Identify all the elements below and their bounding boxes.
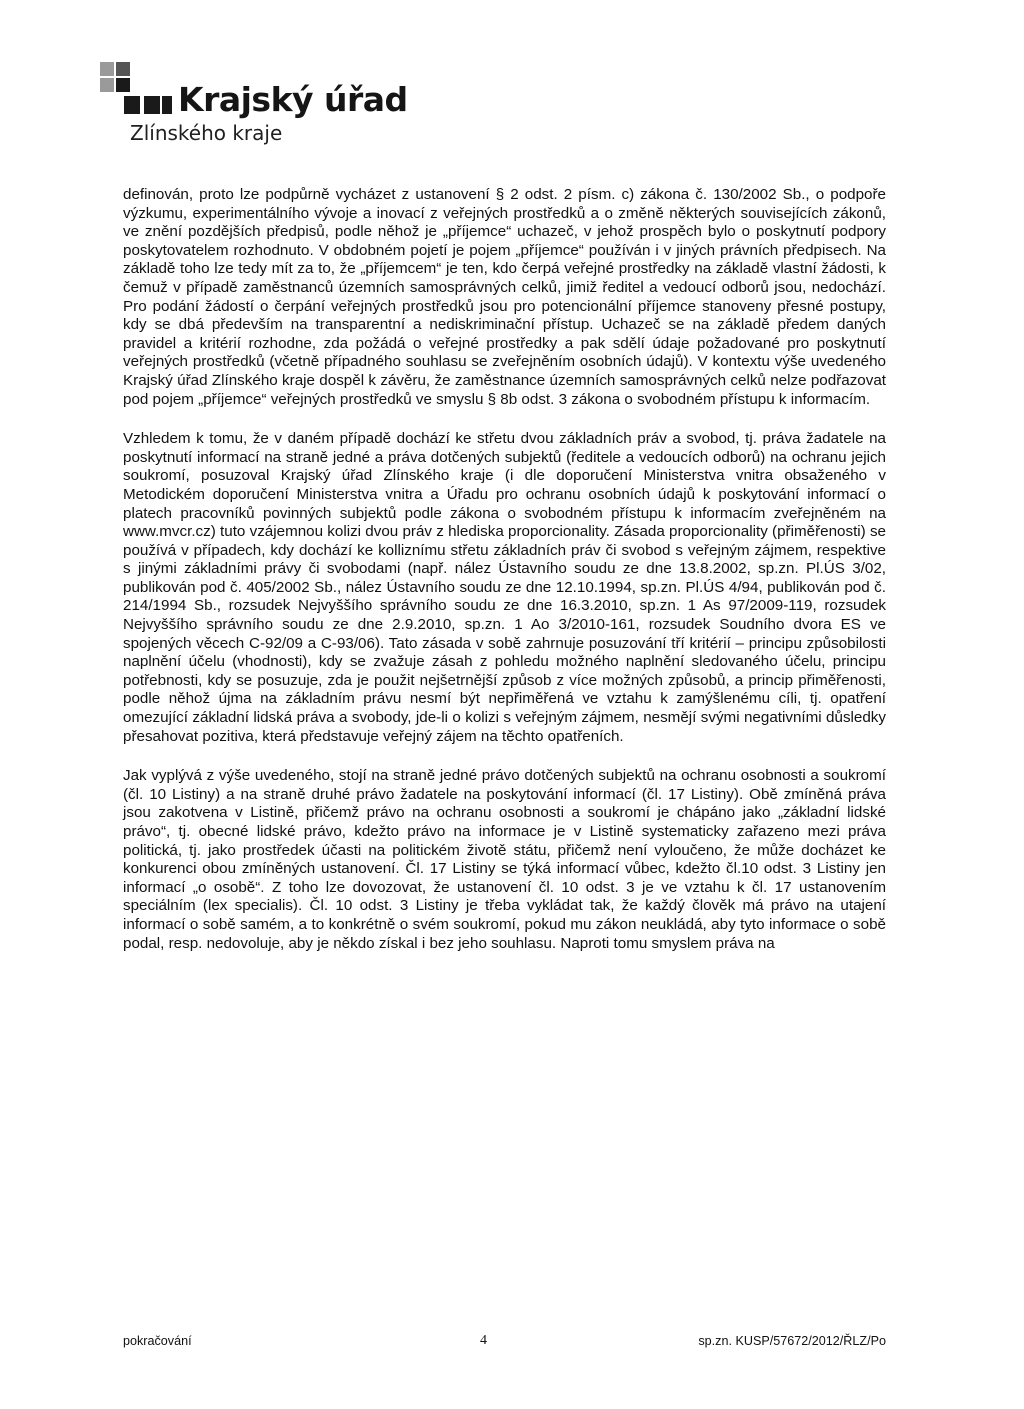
- office-subtitle: Zlínského kraje: [130, 121, 283, 145]
- office-logo: [92, 58, 408, 148]
- page-footer: [123, 1332, 886, 1352]
- logo-squares-icon: [92, 58, 172, 116]
- file-reference: sp.zn. KUSP/57672/2012/ŘLZ/Po: [698, 1334, 886, 1348]
- paragraph: definován, proto lze podpůrně vycházet z ustanovení § 2 odst. 2 písm. c) zákona č. 130/2002 Sb., o podpoře výzkumu, experimentálního vývoje a inovací z veřejných prostředků a o změně některých souvisejících zákonů, ve znění pozdějších předpisů, podle něhož je „příjemce“ uchazeč, v jehož prospěch bylo o poskytnutí podpory poskytovatelem rozhodnuto. V obdobném pojetí je pojem „příjemce“ používán i v jiných právních předpisech. Na základě toho lze tedy mít za to, že „příjemcem“ je ten, kdo čerpá veřejné prostředky na základě vlastní žádosti, k čemuž v případě zaměstnanců územních samosprávných celků, jimiž ředitel a vedoucí odborů jsou, nedochází. Pro podání žádostí o čerpání veřejných prostředků jsou pro potencionální příjemce stanoveny přesné postupy, kdy se dbá především na transparentní a nediskriminační přístup. Uchazeč se na základě předem daných pravidel a kritérií rozhodne, zda požádá o veřejné prostředky a pak sdělí údaje požadované pro poskytnutí veřejných prostředků (včetně případného souhlasu se zveřejněním osobních údajů). V kontextu výše uvedeného Krajský úřad Zlínského kraje dospěl k závěru, že zaměstnance územních samosprávných celků nelze podřazovat pod pojem „příjemce“ veřejných prostředků ve smyslu § 8b odst. 3 zákona o svobodném přístupu k informacím.: [123, 186, 886, 408]
- continuation-label: pokračování: [123, 1334, 192, 1348]
- paragraph: Jak vyplývá z výše uvedeného, stojí na straně jedné právo dotčených subjektů na ochranu osobnosti a soukromí (čl. 10 Listiny) a na straně druhé právo žadatele na poskytování informací (čl. 17 Listiny). Obě zmíněná práva jsou zakotvena v Listině, přičemž právo na ochranu osobnosti a soukromí je chápáno jako „základní lidské právo“, tj. obecné lidské právo, kdežto právo na informace je v Listině systematicky zařazeno mezi práva politická, tj. jako prostředek účasti na politickém životě státu, přičemž není vyloučeno, že může docházet ke konkurenci obou zmíněných ustanovení. Čl. 17 Listiny se týká informací vůbec, kdežto čl.10 odst. 3 Listiny jen informací „o osobě“. Z toho lze dovozovat, že ustanovení čl. 10 odst. 3 je ve vztahu k čl. 17 ustanovením speciálním (lex specialis). Čl. 10 odst. 3 Listiny je třeba vykládat tak, že každý člověk má právo na utajení informací o sobě samém, a to konkrétně o svém soukromí, pokud mu zákon neukládá, aby tyto informace o sobě podal, resp. nedovoluje, aby je někdo získal i bez jeho souhlasu. Naproti tomu smyslem práva na: [123, 767, 886, 952]
- document-body: [123, 186, 886, 974]
- page-number: 4: [480, 1333, 487, 1348]
- paragraph: Vzhledem k tomu, že v daném případě dochází ke střetu dvou základních práv a svobod, tj. práva žadatele na poskytnutí informací na straně jedné a práva dotčených subjektů (ředitele a vedoucích odborů) na ochranu jejich soukromí, posuzoval Krajský úřad Zlínského kraje (i dle doporučení Ministerstva vnitra obsaženého v Metodickém doporučení Ministerstva vnitra a Úřadu pro ochranu osobních údajů k poskytování informací o platech pracovníků povinných subjektů podle zákona o svobodném přístupu k informacím zveřejněném na www.mvcr.cz) tuto vzájemnou kolizi dvou práv z hlediska proporcionality. Zásada proporcionality (přiměřenosti) se používá v případech, kdy dochází ke kolliznímu střetu základních práv či svobod s veřejným zájmem, respektive s jinými základními právy či svobodami (např. nález Ústavního soudu ze dne 13.8.2002, sp.zn. Pl.ÚS 3/02, publikován pod č. 405/2002 Sb., nález Ústavního soudu ze dne 12.10.1994, sp.zn. Pl.ÚS 4/94, publikován pod č. 214/1994 Sb., rozsudek Nejvyššího správního soudu ze dne 16.3.2010, sp.zn. 1 As 97/2009-119, rozsudek Nejvyššího správního soudu ze dne 2.9.2010, sp.zn. 1 Ao 3/2010-161, rozsudek Soudního dvora ES ve spojených věcech C-92/09 a C-93/06). Tato zásada v sobě zahrnuje posuzování tří kritérií – principu způsobilosti naplnění účelu (vhodnosti), kdy se zvažuje zásah z pohledu možného naplnění sledovaného účelu, principu potřebnosti, kdy se posuzuje, zda je použit nejšetrnější způsob z více možných způsobů, a princip přiměřenosti, podle něhož újma na základním právu nesmí být nepřiměřená ve vztahu k zamýšlenému cíli, tj. opatření omezující základní lidská práva a svobody, jde-li o kolizi s veřejným zájmem, nesmějí svými negativními důsledky přesahovat pozitiva, která představuje veřejný zájem na těchto opatřeních.: [123, 430, 886, 745]
- office-title: Krajský úřad: [178, 80, 408, 119]
